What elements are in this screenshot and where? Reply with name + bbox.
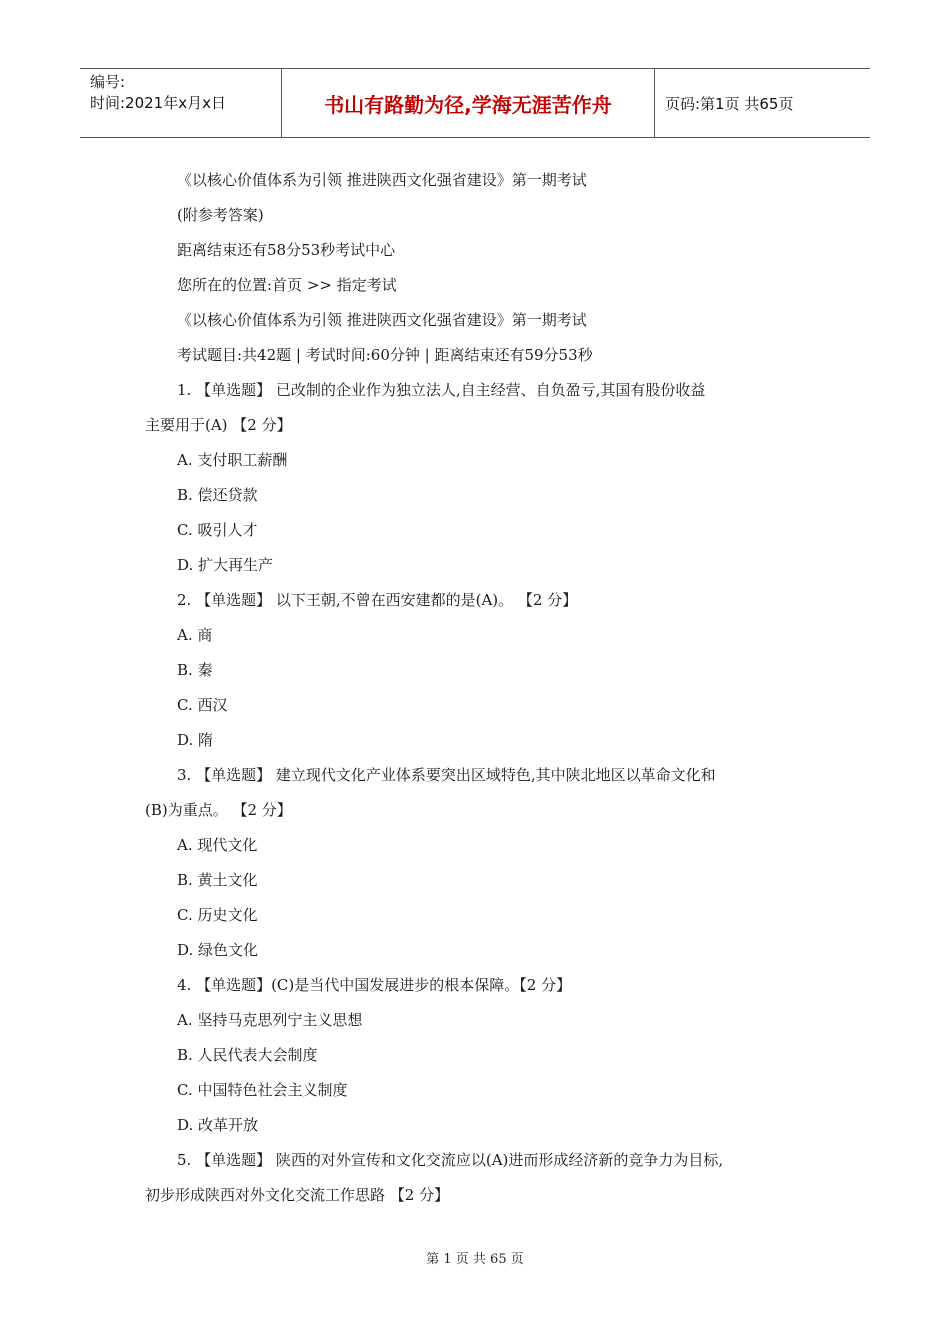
answer-note: (附参考答案) <box>177 206 264 224</box>
option-2d: D. 隋 <box>177 731 214 749</box>
option-2a: A. 商 <box>177 626 213 644</box>
exam-info: 考试题目:共42题 | 考试时间:60分钟 | 距离结束还有59分53秒 <box>177 346 593 364</box>
header-motto: 书山有路勤为径,学海无涯苦作舟 <box>282 69 655 137</box>
option-3c: C. 历史文化 <box>177 906 258 924</box>
option-4c: C. 中国特色社会主义制度 <box>177 1081 348 1099</box>
page-footer: 第 1 页 共 65 页 <box>426 1252 524 1267</box>
option-4b: B. 人民代表大会制度 <box>177 1046 318 1064</box>
header-page-info: 页码:第1页 共65页 <box>665 94 794 113</box>
question-2: 2. 【单选题】 以下王朝,不曾在西安建都的是(A)。 【2 分】 <box>177 591 578 609</box>
option-2c: C. 西汉 <box>177 696 228 714</box>
question-5-cont: 初步形成陕西对外文化交流工作思路 【2 分】 <box>145 1186 450 1204</box>
exam-title-repeat: 《以核心价值体系为引领 推进陕西文化强省建设》第一期考试 <box>177 311 587 329</box>
countdown-text: 距离结束还有58分53秒考试中心 <box>177 241 396 259</box>
document-number-label: 编号: <box>90 73 126 91</box>
question-3: 3. 【单选题】 建立现代文化产业体系要突出区域特色,其中陕北地区以革命文化和 <box>177 766 716 784</box>
exam-title: 《以核心价值体系为引领 推进陕西文化强省建设》第一期考试 <box>177 171 587 189</box>
question-1: 1. 【单选题】 已改制的企业作为独立法人,自主经营、自负盈亏,其国有股份收益 <box>177 381 706 399</box>
question-4: 4. 【单选题】(C)是当代中国发展进步的根本保障。【2 分】 <box>177 976 572 994</box>
option-1a: A. 支付职工薪酬 <box>177 451 288 469</box>
option-3b: B. 黄土文化 <box>177 871 258 889</box>
document-time-label: 时间:2021年x月x日 <box>90 94 226 112</box>
question-3-cont: (B)为重点。 【2 分】 <box>145 801 292 819</box>
question-1-cont: 主要用于(A) 【2 分】 <box>145 416 292 434</box>
option-3d: D. 绿色文化 <box>177 941 259 959</box>
page-header <box>80 68 870 138</box>
option-2b: B. 秦 <box>177 661 213 679</box>
option-4a: A. 坚持马克思列宁主义思想 <box>177 1011 363 1029</box>
option-4d: D. 改革开放 <box>177 1116 259 1134</box>
option-1c: C. 吸引人才 <box>177 521 258 539</box>
option-3a: A. 现代文化 <box>177 836 258 854</box>
option-1d: D. 扩大再生产 <box>177 556 274 574</box>
header-meta <box>80 69 282 137</box>
option-1b: B. 偿还贷款 <box>177 486 258 504</box>
question-5: 5. 【单选题】 陕西的对外宣传和文化交流应以(A)进而形成经济新的竞争力为目标, <box>177 1151 724 1169</box>
breadcrumb: 您所在的位置:首页 >> 指定考试 <box>177 276 397 294</box>
